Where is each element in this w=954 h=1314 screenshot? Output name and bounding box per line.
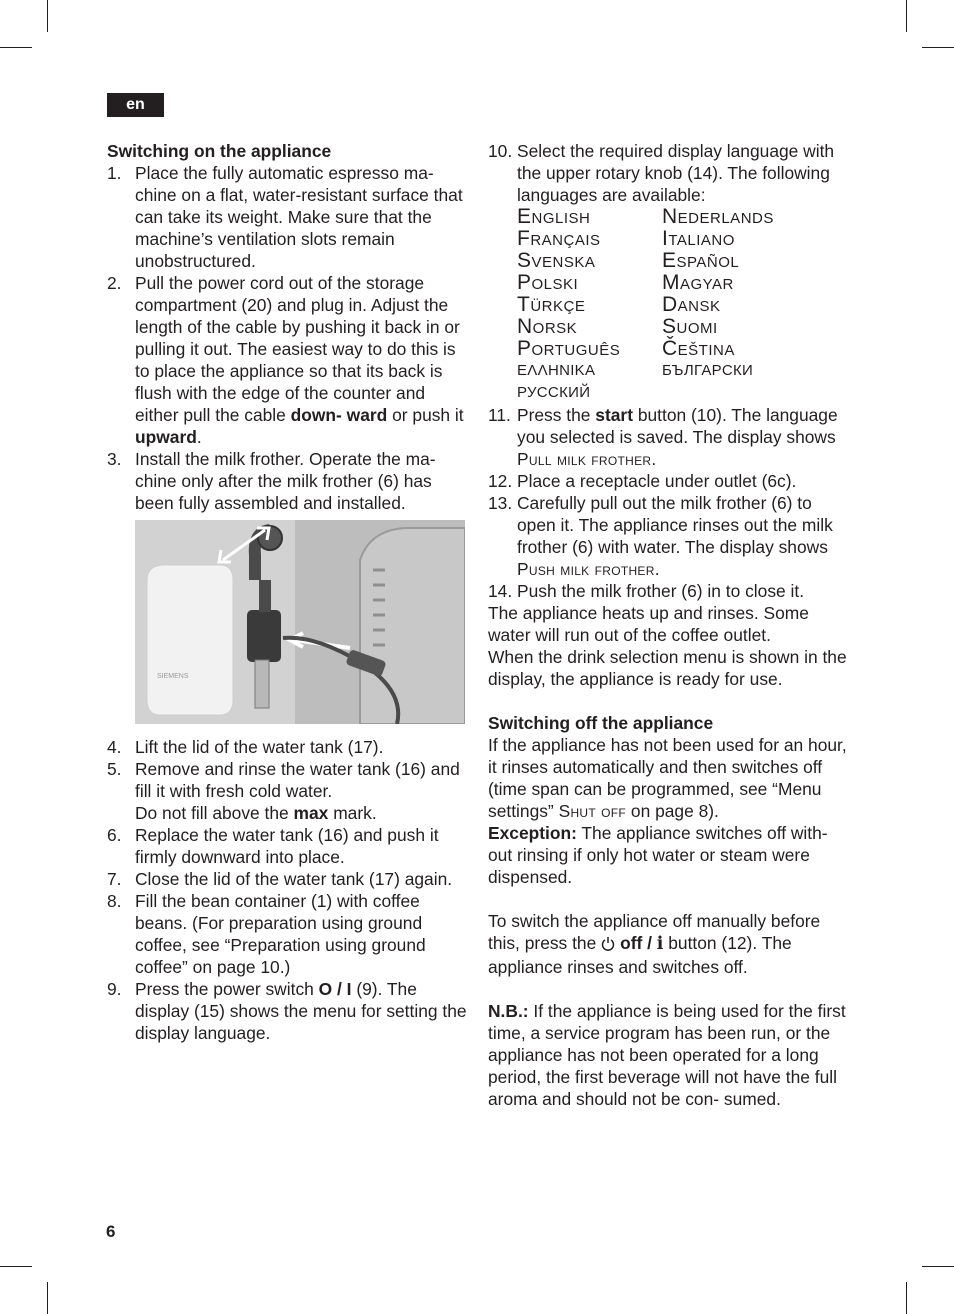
- item-text: or push it: [387, 405, 464, 425]
- item-number: 4.: [107, 737, 122, 757]
- right-column: [488, 140, 850, 1110]
- crop-mark: [47, 0, 48, 32]
- list-item: [488, 470, 850, 492]
- item-number: 13.: [488, 493, 513, 513]
- language-option: English: [517, 205, 591, 228]
- item-number: 6.: [107, 825, 122, 845]
- item-number: 9.: [107, 979, 122, 999]
- item-text: Install the milk frother. Operate the ma- chine only after the milk frother (6) has been fully assembled and installed.: [135, 449, 436, 513]
- info-icon: i: [656, 934, 664, 954]
- item-bold: down- ward: [290, 405, 388, 425]
- language-option: Español: [662, 249, 740, 272]
- off-button-label: off /: [620, 933, 657, 953]
- list-item: [488, 580, 850, 602]
- language-option: Čeština: [662, 337, 735, 360]
- crop-mark: [922, 47, 954, 48]
- page-number: 6: [106, 1222, 116, 1241]
- item-number: 2.: [107, 273, 122, 293]
- item-text: .: [651, 449, 657, 469]
- language-option: Svenska: [517, 249, 596, 272]
- language-option: Dansk: [662, 293, 721, 316]
- language-tag: en: [107, 93, 164, 117]
- item-text: Place the fully automatic espresso ma- chine on a flat, water-resistant surface that can take its weight. Make sure that the machine’s ventilation slots remain unobstructured.: [135, 163, 463, 271]
- language-option: ΕΛΛΗΝΙΚΑ: [517, 362, 596, 379]
- item-text: button (10). The language you selected is saved. The display shows: [517, 405, 838, 447]
- language-option: Français: [517, 227, 601, 250]
- item-text: .: [654, 559, 660, 579]
- paragraph-text: To switch the appliance off manually before this, press the: [488, 911, 821, 953]
- language-option: Polski: [517, 271, 579, 294]
- item-text: Press the power switch: [135, 979, 319, 999]
- list-item: [488, 140, 850, 404]
- section-heading-switching-off: Switching off the appliance: [488, 713, 714, 733]
- display-message: Pull milk frother: [517, 449, 652, 469]
- item-number: 1.: [107, 163, 122, 183]
- nb-label: N.B.:: [488, 1001, 529, 1021]
- item-number: 11.: [488, 405, 511, 425]
- item-number: 14.: [488, 581, 513, 601]
- list-item: [107, 448, 469, 514]
- paragraph: The appliance heats up and rinses. Some water will run out of the coffee outlet.: [488, 603, 809, 645]
- item-text: Pull the power cord out of the storage compartment (20) and plug in. Adjust the length of the cable by pushing it back in or pulling it out. The easiest way to do this is to place the appliance so that its back is flush with the edge of the counter and either pull the cable: [135, 273, 460, 425]
- item-number: 8.: [107, 891, 122, 911]
- language-list: [517, 206, 850, 404]
- paragraph-text: If the appliance is being used for the first time, a service program has been run, or the appliance has not been operated for a long period, the first beverage will not have the full aroma and should not be con- sumed.: [488, 1001, 846, 1109]
- paragraph: [488, 1000, 850, 1110]
- list-item: [488, 492, 850, 580]
- item-text: mark.: [328, 803, 377, 823]
- brand-logo: SIEMENS: [157, 673, 189, 680]
- list-item: [107, 890, 469, 978]
- language-option: Norsk: [517, 315, 578, 338]
- item-text: Lift the lid of the water tank (17).: [135, 737, 384, 757]
- item-number: 10.: [488, 141, 513, 161]
- language-option: Türkçe: [517, 293, 586, 316]
- language-option: БЪЛГАРСКИ: [662, 362, 754, 379]
- item-text: Do not fill above the: [135, 803, 294, 823]
- item-number: 3.: [107, 449, 122, 469]
- paragraph-text: button (12). The appliance rinses and switches off.: [488, 933, 792, 977]
- language-option: Suomi: [662, 315, 718, 338]
- list-item: [107, 272, 469, 448]
- paragraph-text: on page 8).: [626, 801, 719, 821]
- item-number: 7.: [107, 869, 122, 889]
- paragraph: [488, 910, 850, 978]
- section-heading-switching-on: Switching on the appliance: [107, 141, 332, 161]
- list-item: [107, 824, 469, 868]
- list-item: [488, 404, 850, 470]
- paragraph-text: If the appliance has not been used for an hour, it rinses automatically and then switches off (time span can be programmed, see “Menu settings”: [488, 735, 847, 821]
- left-column: [107, 140, 469, 1044]
- item-number: 5.: [107, 759, 122, 779]
- language-option: Português: [517, 337, 621, 360]
- paragraph-text: The appliance switches off with- out rinsing if only hot water or steam were dispensed.: [488, 823, 828, 887]
- item-bold: O / I: [318, 979, 352, 999]
- item-bold: upward: [135, 427, 197, 447]
- item-text: Press the: [517, 405, 596, 425]
- display-message: Push milk frother: [517, 559, 655, 579]
- paragraph: [488, 822, 850, 888]
- language-option: Italiano: [662, 227, 735, 250]
- item-text: Place a receptacle under outlet (6c).: [517, 471, 797, 491]
- item-text: Close the lid of the water tank (17) again.: [135, 869, 453, 889]
- language-option: Nederlands: [662, 205, 774, 228]
- crop-mark: [0, 1266, 32, 1267]
- crop-mark: [922, 1266, 954, 1267]
- language-option: РУССКИЙ: [517, 384, 591, 401]
- list-item: [107, 978, 469, 1044]
- item-text: Push the milk frother (6) in to close it.: [517, 581, 805, 601]
- item-text: Carefully pull out the milk frother (6) to open it. The appliance rinses out the milk frother (6) with water. The display shows: [517, 493, 833, 557]
- milk-frother-image: [135, 520, 465, 724]
- milk-frother-illustration: [135, 520, 465, 724]
- list-item: [107, 736, 469, 758]
- paragraph: [488, 734, 850, 822]
- crop-mark: [47, 1282, 48, 1314]
- item-text: .: [196, 427, 202, 447]
- crop-mark: [906, 0, 907, 32]
- item-bold: max: [293, 803, 329, 823]
- power-icon: [601, 934, 615, 956]
- language-option: Magyar: [662, 271, 734, 294]
- item-bold: start: [595, 405, 633, 425]
- list-item: [107, 868, 469, 890]
- item-text: Remove and rinse the water tank (16) and fill it with fresh cold water.: [135, 759, 460, 801]
- crop-mark: [906, 1282, 907, 1314]
- item-text: (9). The display (15) shows the menu for setting the display language.: [135, 979, 467, 1043]
- item-number: 12.: [488, 471, 513, 491]
- item-text: Replace the water tank (16) and push it firmly downward into place.: [135, 825, 439, 867]
- item-text: Fill the bean container (1) with coffee beans. (For preparation using ground coffee, see “Preparation using ground coffee” on page 10.): [135, 891, 426, 977]
- item-text: Select the required display language with the upper rotary knob (14). The following languages are available:: [517, 141, 835, 205]
- list-item: [107, 162, 469, 272]
- menu-setting-name: Shut off: [558, 801, 627, 821]
- paragraph: When the drink selection menu is shown in the display, the appliance is ready for use.: [488, 647, 847, 689]
- crop-mark: [0, 47, 32, 48]
- exception-label: Exception:: [488, 823, 577, 843]
- list-item: [107, 758, 469, 824]
